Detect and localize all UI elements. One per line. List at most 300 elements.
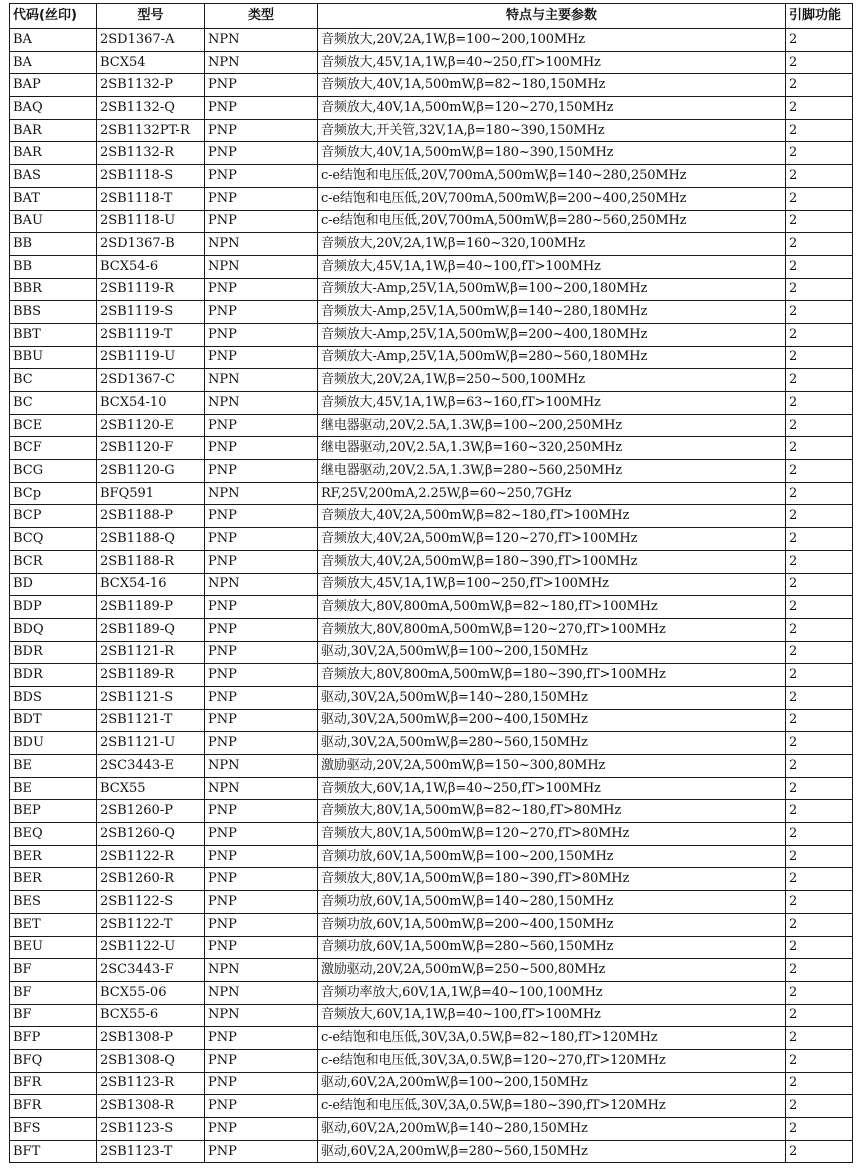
cell-pins: 2 [786,641,853,664]
cell-type: PNP [205,414,318,437]
table-row [10,346,853,369]
cell-code: BE [10,755,97,778]
cell-type: NPN [205,981,318,1004]
cell-code: BC [10,392,97,415]
cell-pins: 2 [786,800,853,823]
table-row [10,323,853,346]
cell-pins: 2 [786,414,853,437]
table-row [10,959,853,982]
cell-pins: 2 [786,142,853,165]
table-row [10,823,853,846]
cell-type: PNP [205,119,318,142]
table-row [10,800,853,823]
table-row [10,142,853,165]
cell-params: 音频放大,40V,1A,500mW,β=180~390,150MHz [318,142,786,165]
cell-params: 音频放大,20V,2A,1W,β=100~200,100MHz [318,29,786,52]
cell-pins: 2 [786,686,853,709]
cell-type: PNP [205,1049,318,1072]
cell-pins: 2 [786,255,853,278]
cell-type: PNP [205,528,318,551]
cell-model: 2SB1123-S [97,1118,205,1141]
cell-type: PNP [205,641,318,664]
cell-code: BCQ [10,528,97,551]
table-row [10,891,853,914]
cell-params: 音频放大,80V,800mA,500mW,β=180~390,fT>100MHz [318,664,786,687]
cell-pins: 2 [786,528,853,551]
cell-type: PNP [205,891,318,914]
cell-code: BEQ [10,823,97,846]
cell-model: 2SC3443-F [97,959,205,982]
cell-params: 继电器驱动,20V,2.5A,1.3W,β=100~200,250MHz [318,414,786,437]
table-row [10,51,853,74]
cell-code: BC [10,369,97,392]
cell-pins: 2 [786,913,853,936]
cell-code: BCP [10,505,97,528]
cell-params: c-e结饱和电压低,20V,700mA,500mW,β=140~280,250MHz [318,165,786,188]
cell-model: 2SB1121-T [97,709,205,732]
table-row [10,641,853,664]
cell-type: NPN [205,29,318,52]
cell-pins: 2 [786,1072,853,1095]
cell-params: 音频放大,80V,800mA,500mW,β=120~270,fT>100MHz [318,618,786,641]
table-row [10,369,853,392]
cell-model: 2SD1367-C [97,369,205,392]
cell-type: PNP [205,800,318,823]
cell-model: 2SB1260-R [97,868,205,891]
table-row [10,732,853,755]
cell-params: 音频功率放大,60V,1A,1W,β=40~100,100MHz [318,981,786,1004]
cell-params: 音频放大,45V,1A,1W,β=100~250,fT>100MHz [318,573,786,596]
table-row [10,301,853,324]
cell-model: 2SB1120-G [97,460,205,483]
cell-model: 2SB1189-P [97,596,205,619]
cell-pins: 2 [786,1049,853,1072]
cell-model: BFQ591 [97,482,205,505]
cell-type: PNP [205,210,318,233]
cell-code: BB [10,233,97,256]
cell-type: PNP [205,936,318,959]
table-row [10,278,853,301]
header-params: 特点与主要参数 [318,4,786,29]
cell-code: BCG [10,460,97,483]
cell-pins: 2 [786,755,853,778]
cell-pins: 2 [786,369,853,392]
cell-params: 音频放大-Amp,25V,1A,500mW,β=280~560,180MHz [318,346,786,369]
cell-code: BCp [10,482,97,505]
cell-model: 2SB1188-P [97,505,205,528]
header-pins: 引脚功能 [786,4,853,29]
cell-model: 2SD1367-B [97,233,205,256]
table-row [10,845,853,868]
table-row [10,981,853,1004]
cell-pins: 2 [786,187,853,210]
cell-code: BFS [10,1118,97,1141]
cell-code: BAT [10,187,97,210]
cell-type: NPN [205,369,318,392]
cell-params: 音频功放,60V,1A,500mW,β=200~400,150MHz [318,913,786,936]
cell-model: 2SB1189-Q [97,618,205,641]
cell-model: 2SB1188-R [97,550,205,573]
cell-pins: 2 [786,777,853,800]
table-row [10,482,853,505]
cell-model: 2SB1308-P [97,1027,205,1050]
cell-pins: 2 [786,1140,853,1163]
cell-type: NPN [205,392,318,415]
cell-model: 2SB1132-R [97,142,205,165]
table-row [10,29,853,52]
cell-pins: 2 [786,346,853,369]
cell-params: 驱动,60V,2A,200mW,β=280~560,150MHz [318,1140,786,1163]
cell-params: 音频放大,60V,1A,1W,β=40~250,fT>100MHz [318,777,786,800]
cell-type: PNP [205,686,318,709]
cell-params: 继电器驱动,20V,2.5A,1.3W,β=160~320,250MHz [318,437,786,460]
cell-pins: 2 [786,29,853,52]
cell-model: 2SD1367-A [97,29,205,52]
cell-params: 激励驱动,20V,2A,500mW,β=150~300,80MHz [318,755,786,778]
cell-type: PNP [205,550,318,573]
cell-params: 继电器驱动,20V,2.5A,1.3W,β=280~560,250MHz [318,460,786,483]
cell-params: 音频放大,40V,1A,500mW,β=82~180,150MHz [318,74,786,97]
table-row [10,596,853,619]
cell-type: PNP [205,1027,318,1050]
cell-code: BER [10,845,97,868]
cell-model: 2SB1119-U [97,346,205,369]
cell-model: 2SB1120-E [97,414,205,437]
cell-type: PNP [205,1140,318,1163]
cell-pins: 2 [786,618,853,641]
cell-pins: 2 [786,51,853,74]
cell-code: BAU [10,210,97,233]
cell-type: NPN [205,573,318,596]
header-model: 型号 [97,4,205,29]
cell-code: BDT [10,709,97,732]
cell-type: PNP [205,664,318,687]
cell-params: 驱动,30V,2A,500mW,β=100~200,150MHz [318,641,786,664]
cell-model: 2SB1118-U [97,210,205,233]
table-row [10,1004,853,1027]
cell-pins: 2 [786,1004,853,1027]
cell-model: 2SB1121-S [97,686,205,709]
cell-pins: 2 [786,278,853,301]
cell-type: PNP [205,346,318,369]
cell-pins: 2 [786,981,853,1004]
cell-code: BEU [10,936,97,959]
cell-code: BFQ [10,1049,97,1072]
cell-code: BDS [10,686,97,709]
cell-code: BCR [10,550,97,573]
cell-pins: 2 [786,664,853,687]
cell-type: PNP [205,709,318,732]
cell-type: NPN [205,1004,318,1027]
cell-model: 2SB1118-T [97,187,205,210]
table-row [10,97,853,120]
table-row [10,913,853,936]
table-row [10,528,853,551]
cell-params: 音频放大,开关管,32V,1A,β=180~390,150MHz [318,119,786,142]
cell-params: 音频放大,40V,2A,500mW,β=120~270,fT>100MHz [318,528,786,551]
cell-params: c-e结饱和电压低,30V,3A,0.5W,β=82~180,fT>120MHz [318,1027,786,1050]
cell-pins: 2 [786,323,853,346]
table-row [10,460,853,483]
cell-params: 音频放大,45V,1A,1W,β=40~100,fT>100MHz [318,255,786,278]
cell-pins: 2 [786,596,853,619]
cell-model: 2SB1120-F [97,437,205,460]
cell-model: 2SB1123-R [97,1072,205,1095]
cell-model: 2SB1123-T [97,1140,205,1163]
cell-params: 音频功放,60V,1A,500mW,β=100~200,150MHz [318,845,786,868]
header-code: 代码(丝印) [10,4,97,29]
cell-params: 驱动,30V,2A,500mW,β=200~400,150MHz [318,709,786,732]
smd-code-table [9,3,853,1163]
cell-code: BA [10,29,97,52]
cell-code: BBS [10,301,97,324]
cell-params: RF,25V,200mA,2.25W,β=60~250,7GHz [318,482,786,505]
cell-pins: 2 [786,936,853,959]
table-row [10,210,853,233]
cell-model: 2SB1260-P [97,800,205,823]
table-row [10,1072,853,1095]
cell-pins: 2 [786,301,853,324]
cell-type: PNP [205,596,318,619]
table-row [10,618,853,641]
cell-type: PNP [205,845,318,868]
cell-params: 音频功放,60V,1A,500mW,β=140~280,150MHz [318,891,786,914]
table-row [10,573,853,596]
cell-type: PNP [205,97,318,120]
table-header-row [10,4,853,29]
cell-pins: 2 [786,1118,853,1141]
cell-model: 2SB1189-R [97,664,205,687]
cell-params: 驱动,60V,2A,200mW,β=100~200,150MHz [318,1072,786,1095]
cell-type: PNP [205,732,318,755]
table-row [10,74,853,97]
table-row [10,936,853,959]
cell-type: NPN [205,755,318,778]
cell-pins: 2 [786,573,853,596]
cell-pins: 2 [786,732,853,755]
cell-params: 音频放大,40V,2A,500mW,β=82~180,fT>100MHz [318,505,786,528]
cell-code: BCE [10,414,97,437]
cell-pins: 2 [786,165,853,188]
table-row [10,550,853,573]
cell-model: 2SB1260-Q [97,823,205,846]
cell-code: BFR [10,1072,97,1095]
table-row [10,755,853,778]
table-row [10,1095,853,1118]
cell-pins: 2 [786,460,853,483]
table-row [10,868,853,891]
cell-type: PNP [205,1095,318,1118]
cell-type: PNP [205,278,318,301]
cell-params: 驱动,30V,2A,500mW,β=280~560,150MHz [318,732,786,755]
cell-model: 2SB1121-R [97,641,205,664]
cell-type: NPN [205,777,318,800]
cell-code: BFR [10,1095,97,1118]
header-type: 类型 [205,4,318,29]
cell-model: 2SB1119-T [97,323,205,346]
cell-type: PNP [205,437,318,460]
cell-params: 音频放大-Amp,25V,1A,500mW,β=200~400,180MHz [318,323,786,346]
cell-pins: 2 [786,210,853,233]
cell-type: PNP [205,187,318,210]
cell-type: NPN [205,233,318,256]
cell-code: BA [10,51,97,74]
table-row [10,1140,853,1163]
cell-model: 2SB1132-Q [97,97,205,120]
cell-code: BF [10,959,97,982]
cell-code: BFP [10,1027,97,1050]
cell-code: BAS [10,165,97,188]
cell-type: PNP [205,868,318,891]
cell-type: PNP [205,823,318,846]
cell-params: 音频放大-Amp,25V,1A,500mW,β=100~200,180MHz [318,278,786,301]
cell-model: 2SB1308-Q [97,1049,205,1072]
cell-pins: 2 [786,233,853,256]
cell-code: BDP [10,596,97,619]
cell-type: PNP [205,505,318,528]
cell-model: 2SB1132PT-R [97,119,205,142]
cell-params: 音频放大,80V,1A,500mW,β=180~390,fT>80MHz [318,868,786,891]
cell-model: BCX55 [97,777,205,800]
cell-type: PNP [205,1072,318,1095]
cell-params: 音频放大,20V,2A,1W,β=160~320,100MHz [318,233,786,256]
cell-code: BD [10,573,97,596]
cell-pins: 2 [786,845,853,868]
cell-type: PNP [205,301,318,324]
cell-code: BBU [10,346,97,369]
cell-pins: 2 [786,437,853,460]
cell-params: 音频放大,45V,1A,1W,β=40~250,fT>100MHz [318,51,786,74]
transistor-marking-table-page [9,3,852,1163]
cell-type: PNP [205,165,318,188]
table-row [10,187,853,210]
cell-params: 驱动,60V,2A,200mW,β=140~280,150MHz [318,1118,786,1141]
table-row [10,664,853,687]
cell-params: 音频放大,45V,1A,1W,β=63~160,fT>100MHz [318,392,786,415]
cell-params: 激励驱动,20V,2A,500mW,β=250~500,80MHz [318,959,786,982]
cell-params: 音频放大-Amp,25V,1A,500mW,β=140~280,180MHz [318,301,786,324]
cell-type: NPN [205,51,318,74]
cell-pins: 2 [786,868,853,891]
cell-model: 2SC3443-E [97,755,205,778]
cell-model: 2SB1118-S [97,165,205,188]
cell-pins: 2 [786,505,853,528]
cell-pins: 2 [786,550,853,573]
cell-pins: 2 [786,482,853,505]
cell-model: 2SB1122-T [97,913,205,936]
cell-model: 2SB1119-S [97,301,205,324]
cell-code: BDQ [10,618,97,641]
cell-pins: 2 [786,392,853,415]
cell-code: BES [10,891,97,914]
table-row [10,505,853,528]
table-row [10,686,853,709]
cell-pins: 2 [786,1095,853,1118]
table-row [10,437,853,460]
table-row [10,119,853,142]
table-row [10,233,853,256]
cell-code: BBT [10,323,97,346]
cell-code: BAR [10,142,97,165]
cell-model: 2SB1121-U [97,732,205,755]
cell-code: BEP [10,800,97,823]
cell-model: BCX55-06 [97,981,205,1004]
cell-model: BCX54-10 [97,392,205,415]
cell-model: BCX55-6 [97,1004,205,1027]
cell-type: NPN [205,482,318,505]
table-row [10,1027,853,1050]
cell-pins: 2 [786,823,853,846]
cell-type: NPN [205,959,318,982]
cell-code: BCF [10,437,97,460]
table-row [10,255,853,278]
cell-model: 2SB1308-R [97,1095,205,1118]
cell-code: BBR [10,278,97,301]
cell-model: 2SB1122-R [97,845,205,868]
cell-pins: 2 [786,891,853,914]
table-row [10,414,853,437]
table-row [10,1118,853,1141]
table-row [10,1049,853,1072]
cell-code: BER [10,868,97,891]
cell-params: c-e结饱和电压低,20V,700mA,500mW,β=200~400,250MHz [318,187,786,210]
cell-pins: 2 [786,959,853,982]
cell-code: BF [10,1004,97,1027]
cell-params: 音频放大,80V,1A,500mW,β=82~180,fT>80MHz [318,800,786,823]
cell-params: c-e结饱和电压低,20V,700mA,500mW,β=280~560,250MHz [318,210,786,233]
cell-pins: 2 [786,709,853,732]
table-row [10,777,853,800]
cell-type: PNP [205,74,318,97]
cell-params: 音频功放,60V,1A,500mW,β=280~560,150MHz [318,936,786,959]
table-row [10,392,853,415]
cell-code: BAR [10,119,97,142]
cell-pins: 2 [786,119,853,142]
table-row [10,165,853,188]
cell-model: 2SB1122-S [97,891,205,914]
cell-params: 音频放大,40V,1A,500mW,β=120~270,150MHz [318,97,786,120]
cell-type: PNP [205,460,318,483]
cell-type: NPN [205,255,318,278]
cell-type: PNP [205,142,318,165]
cell-params: 音频放大,80V,1A,500mW,β=120~270,fT>80MHz [318,823,786,846]
table-body [10,29,853,1163]
cell-type: PNP [205,913,318,936]
cell-type: PNP [205,1118,318,1141]
cell-code: BFT [10,1140,97,1163]
cell-pins: 2 [786,1027,853,1050]
cell-params: 音频放大,40V,2A,500mW,β=180~390,fT>100MHz [318,550,786,573]
cell-code: BE [10,777,97,800]
cell-code: BAP [10,74,97,97]
cell-params: 音频放大,60V,1A,1W,β=40~100,fT>100MHz [318,1004,786,1027]
cell-model: 2SB1132-P [97,74,205,97]
cell-params: 音频放大,80V,800mA,500mW,β=82~180,fT>100MHz [318,596,786,619]
cell-pins: 2 [786,74,853,97]
cell-model: 2SB1122-U [97,936,205,959]
cell-type: PNP [205,323,318,346]
cell-code: BF [10,981,97,1004]
cell-code: BDR [10,641,97,664]
table-row [10,709,853,732]
cell-code: BB [10,255,97,278]
cell-model: 2SB1188-Q [97,528,205,551]
cell-code: BAQ [10,97,97,120]
cell-type: PNP [205,618,318,641]
cell-model: BCX54-6 [97,255,205,278]
cell-code: BET [10,913,97,936]
cell-params: c-e结饱和电压低,30V,3A,0.5W,β=120~270,fT>120MHz [318,1049,786,1072]
